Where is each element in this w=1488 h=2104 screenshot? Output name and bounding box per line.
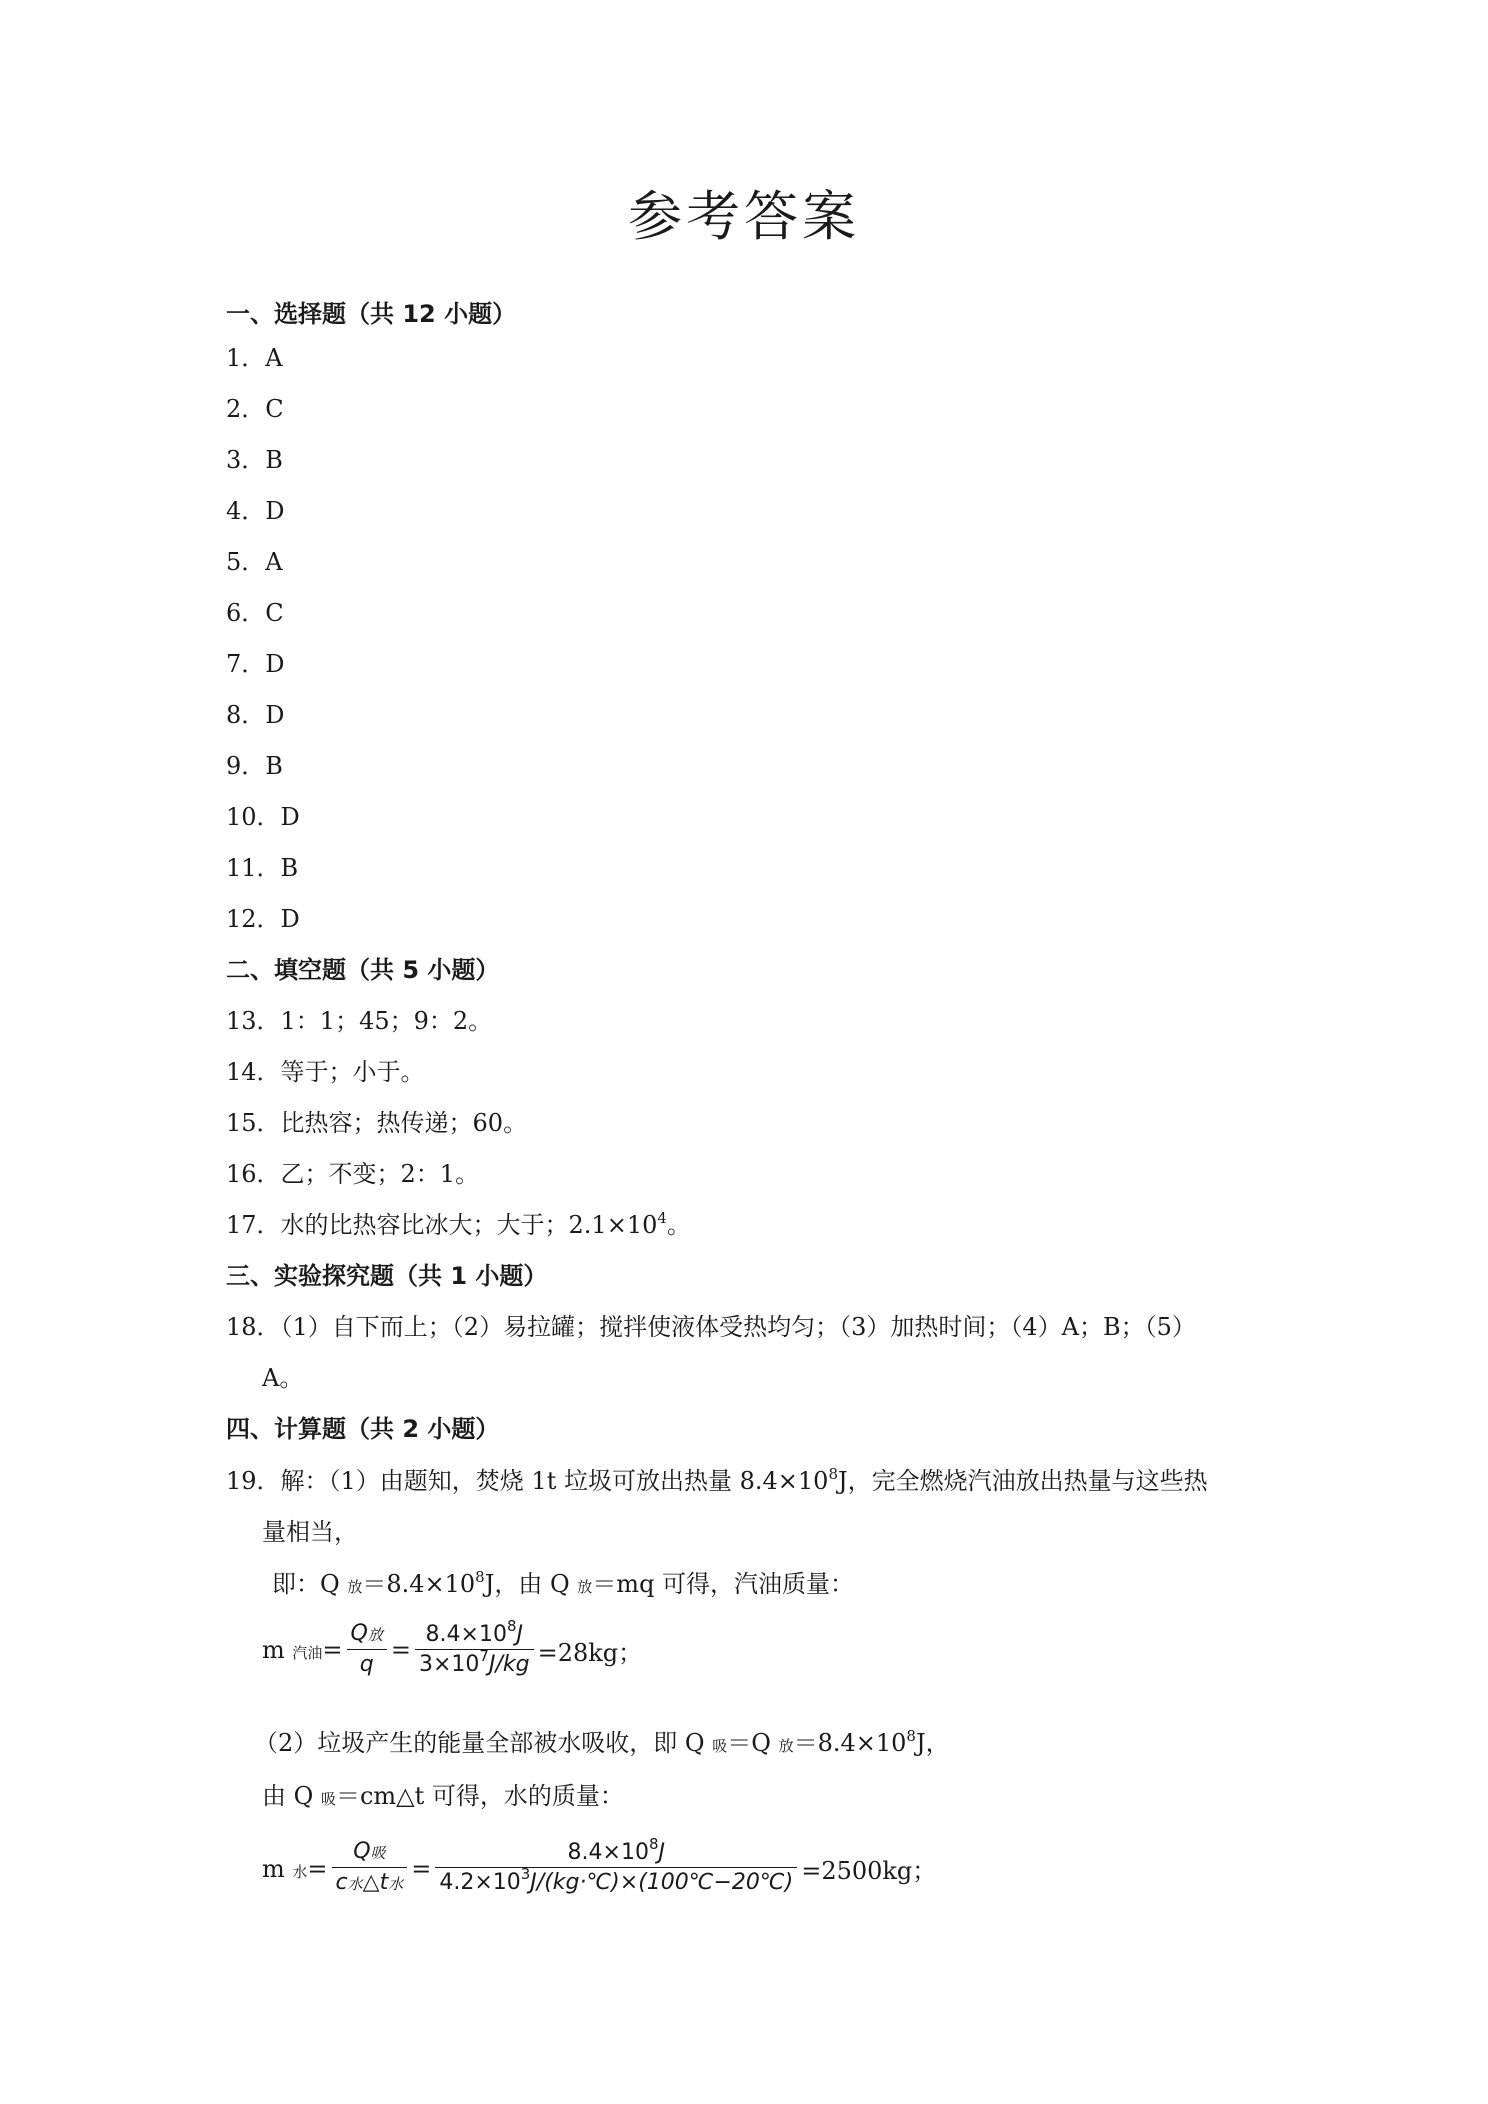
answer-14: 14．等于；小于。 — [226, 1058, 425, 1086]
section-heading-fill: 二、填空题（共 5 小题） — [226, 956, 500, 984]
fraction-numerator — [435, 1835, 797, 1867]
formula-symbol: m — [262, 1854, 285, 1883]
fraction-denominator — [332, 1867, 408, 1899]
answer-19-line-2: 量相当， — [262, 1518, 358, 1546]
answer-15: 15．比热容；热传递；60。 — [226, 1109, 528, 1137]
fraction-denominator — [435, 1867, 797, 1898]
calc-text: 19．解：（1）由题知，焚烧 1t 垃圾可放出热量 8.4×10 — [226, 1467, 829, 1495]
formula-symbol: c — [335, 1870, 348, 1895]
section-heading-calc: 四、计算题（共 2 小题） — [226, 1415, 500, 1443]
formula-unit: J/kg — [488, 1651, 530, 1677]
answer-10: 10．D — [226, 803, 300, 831]
formula-value: 8.4×10 — [425, 1621, 507, 1647]
formula-value: 8.4×10 — [567, 1840, 649, 1865]
formula-exponent: 3 — [520, 1865, 531, 1883]
formula-result: =28kg； — [537, 1638, 643, 1667]
fraction-numerator — [347, 1620, 387, 1649]
formula-subscript: 水 — [347, 1875, 363, 1893]
fraction-denominator: q — [347, 1649, 387, 1680]
formula-value: 3×10 — [418, 1651, 480, 1677]
answer-18-line-2: A。 — [262, 1364, 304, 1392]
fraction-q-over-cdt — [332, 1838, 408, 1899]
formula-subscript: 汽油 — [292, 1644, 323, 1662]
answer-17-exponent: 4 — [657, 1209, 667, 1227]
answer-19-line-1 — [226, 1463, 1208, 1499]
formula-exponent: 7 — [479, 1646, 489, 1665]
formula-lhs — [262, 1636, 343, 1664]
fraction-numerator — [415, 1616, 534, 1649]
calc-subscript: 吸 — [712, 1737, 728, 1755]
section-heading-experiment: 三、实验探究题（共 1 小题） — [226, 1262, 548, 1290]
answer-13: 13．1：1；45；9：2。 — [226, 1007, 493, 1035]
formula-subscript: 水 — [388, 1875, 404, 1893]
answer-3: 3．B — [226, 446, 283, 474]
formula-subscript: 放 — [367, 1626, 383, 1644]
calc-text: 由 Q — [262, 1782, 314, 1810]
formula-unit: J — [658, 1840, 665, 1865]
formula-subscript: 水 — [292, 1862, 308, 1881]
answer-9: 9．B — [226, 752, 283, 780]
formula-value: 4.2×10 — [439, 1870, 521, 1895]
fraction-q-over-q — [347, 1620, 387, 1680]
formula-exponent: 8 — [506, 1616, 517, 1635]
calc-exponent: 8 — [475, 1568, 485, 1586]
fraction-numerator — [332, 1838, 408, 1867]
answer-1: 1．A — [226, 344, 283, 372]
calc-exponent: 8 — [906, 1727, 916, 1745]
answer-4: 4．D — [226, 497, 285, 525]
page-title: 参考答案 — [628, 185, 860, 248]
answer-19-line-3 — [272, 1566, 854, 1605]
answer-12: 12．D — [226, 905, 300, 933]
calc-text: （2）垃圾产生的能量全部被水吸收，即 Q — [254, 1729, 705, 1757]
answer-11: 11．B — [226, 854, 299, 882]
answer-19-line-4 — [254, 1725, 950, 1764]
calc-text: ＝8.4×10 — [362, 1570, 476, 1598]
formula-symbol: Q — [353, 1839, 371, 1864]
formula-symbol: △t — [362, 1870, 389, 1895]
answer-18-line-1: 18．（1）自下而上；（2）易拉罐；搅拌使液体受热均匀；（3）加热时间；（4）A；B；（5） — [226, 1313, 1196, 1341]
answer-19-line-5 — [262, 1778, 624, 1817]
calc-text: 即：Q — [272, 1570, 340, 1598]
formula-equals: = — [322, 1636, 343, 1664]
answer-6: 6．C — [226, 599, 284, 627]
fraction-denominator — [415, 1646, 534, 1680]
calc-subscript: 放 — [347, 1578, 363, 1596]
calc-subscript: 吸 — [320, 1790, 336, 1808]
calc-text: ＝cm△t 可得，水的质量： — [335, 1782, 624, 1810]
calc-text: J， — [915, 1729, 950, 1757]
calc-text: ＝mq 可得，汽油质量： — [592, 1570, 855, 1598]
answer-2: 2．C — [226, 395, 284, 423]
formula-lhs — [262, 1855, 328, 1883]
calc-text: ＝Q — [727, 1729, 771, 1757]
answer-16: 16．乙；不变；2：1。 — [226, 1160, 480, 1188]
formula-equals: = — [411, 1854, 432, 1883]
formula-equals: = — [307, 1854, 328, 1883]
formula-subscript: 吸 — [370, 1844, 386, 1862]
fraction-values — [435, 1835, 797, 1898]
formula-result: =2500kg； — [801, 1857, 937, 1885]
answer-17-text: 17．水的比热容比冰大；大于；2.1×10 — [226, 1211, 658, 1239]
answer-17-end: 。 — [666, 1211, 691, 1239]
calc-subscript: 放 — [778, 1737, 794, 1755]
formula-equals: = — [390, 1636, 411, 1664]
formula-symbol: Q — [350, 1621, 368, 1646]
answer-7: 7．D — [226, 650, 285, 678]
section-heading-choice: 一、选择题（共 12 小题） — [226, 300, 517, 328]
calc-text: J，由 Q — [484, 1570, 570, 1598]
formula-water-mass — [262, 1835, 937, 1899]
answer-17 — [226, 1207, 691, 1243]
calc-subscript: 放 — [577, 1578, 593, 1596]
fraction-values — [415, 1616, 534, 1680]
answer-8: 8．D — [226, 701, 285, 729]
formula-unit: J — [516, 1621, 524, 1647]
calc-text: ＝8.4×10 — [793, 1729, 907, 1757]
formula-unit: J/(kg·℃)×(100℃−20℃) — [530, 1870, 794, 1895]
calc-exponent: 8 — [828, 1465, 838, 1483]
answer-5: 5．A — [226, 548, 283, 576]
calc-text: J，完全燃烧汽油放出热量与这些热 — [837, 1467, 1208, 1495]
formula-gasoline-mass — [262, 1616, 643, 1680]
formula-exponent: 8 — [648, 1835, 659, 1853]
formula-symbol: m — [262, 1636, 285, 1664]
